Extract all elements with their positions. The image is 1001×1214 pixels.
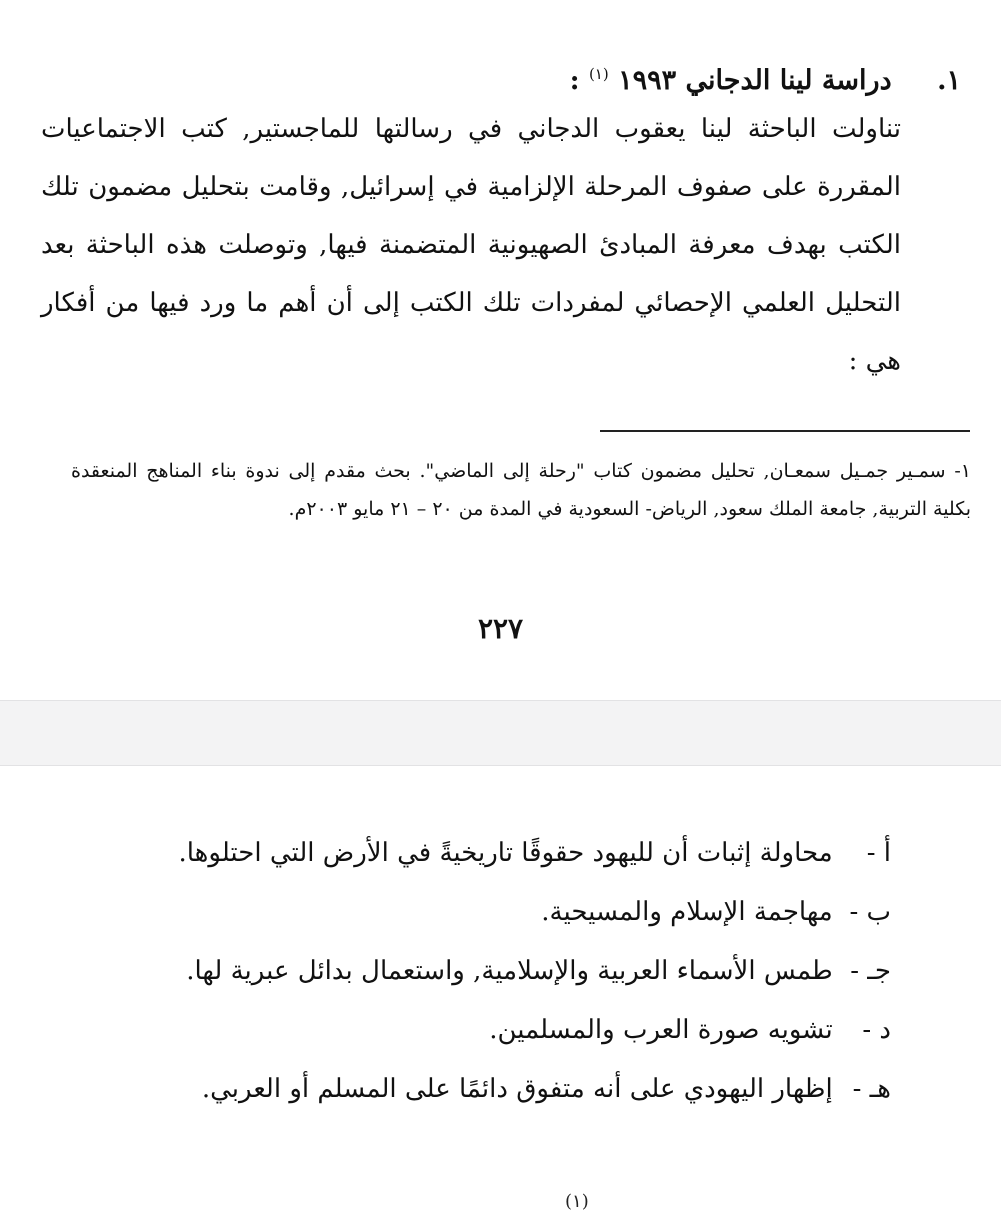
list-item-text: طمس الأسماء العربية والإسلامية, واستعمال بدائل عبرية لها. (186, 956, 833, 986)
list-item (131, 1060, 891, 1119)
footnote-reference[interactable]: (١) (588, 65, 609, 83)
page-separator (0, 700, 1001, 766)
list-item-letter: أ - (866, 838, 891, 868)
list-item (131, 942, 891, 1001)
heading-number: ١. (937, 65, 961, 96)
body-paragraph: تناولت الباحثة لينا يعقوب الدجاني في رسالتها للماجستير, كتب الاجتماعيات المقررة على صفوف المرحلة الإلزامية في إسرائيل, وقامت بتحليل مضمون تلك الكتب بهدف معرفة المبادئ الصهيونية المتضمنة فيها, وتوصلت هذه الباحثة بعد التحليل العلمي الإحصائي لمفردات تلك الكتب إلى أن أهم ما ورد فيها من أفكار هي : (41, 114, 901, 376)
footnote-separator (600, 430, 970, 432)
list-item-text: محاولة إثبات أن لليهود حقوقًا تاريخيةً في الأرض التي احتلوها. (178, 838, 833, 868)
list-item-text: مهاجمة الإسلام والمسيحية. (541, 897, 833, 927)
document-page-228 (0, 766, 1001, 1212)
partial-footnote-reference: (١) (565, 1191, 589, 1212)
section-heading (61, 52, 961, 103)
list-item-text: تشويه صورة العرب والمسلمين. (489, 1015, 833, 1045)
list-item-letter: ب - (849, 897, 891, 927)
heading-colon: : (569, 65, 580, 96)
list-item-text: إظهار اليهودي على أنه متفوق دائمًا على المسلم أو العربي. (201, 1074, 833, 1104)
list-item (131, 824, 891, 883)
list-item (131, 883, 891, 942)
list-item-letter: هـ - (852, 1074, 891, 1104)
list-item-letter: د - (862, 1015, 891, 1045)
list-item (131, 1001, 891, 1060)
footnote: ١- سمـير جمـيل سمعـان, تحليل مضمون كتاب "رحلة إلى الماضي". بحث مقدم إلى ندوة بناء المناهج المنعقدة بكلية التربية, جامعة الملك سعود, الرياض- السعودية في المدة من ٢٠ – ٢١ مايو ٢٠٠٣م. (71, 460, 971, 520)
heading-text: دراسة لينا الدجاني ١٩٩٣ (618, 65, 892, 96)
list-item-letter: جـ - (850, 956, 891, 986)
page-number: ٢٢٧ (477, 612, 524, 645)
ideas-list (131, 824, 891, 1119)
